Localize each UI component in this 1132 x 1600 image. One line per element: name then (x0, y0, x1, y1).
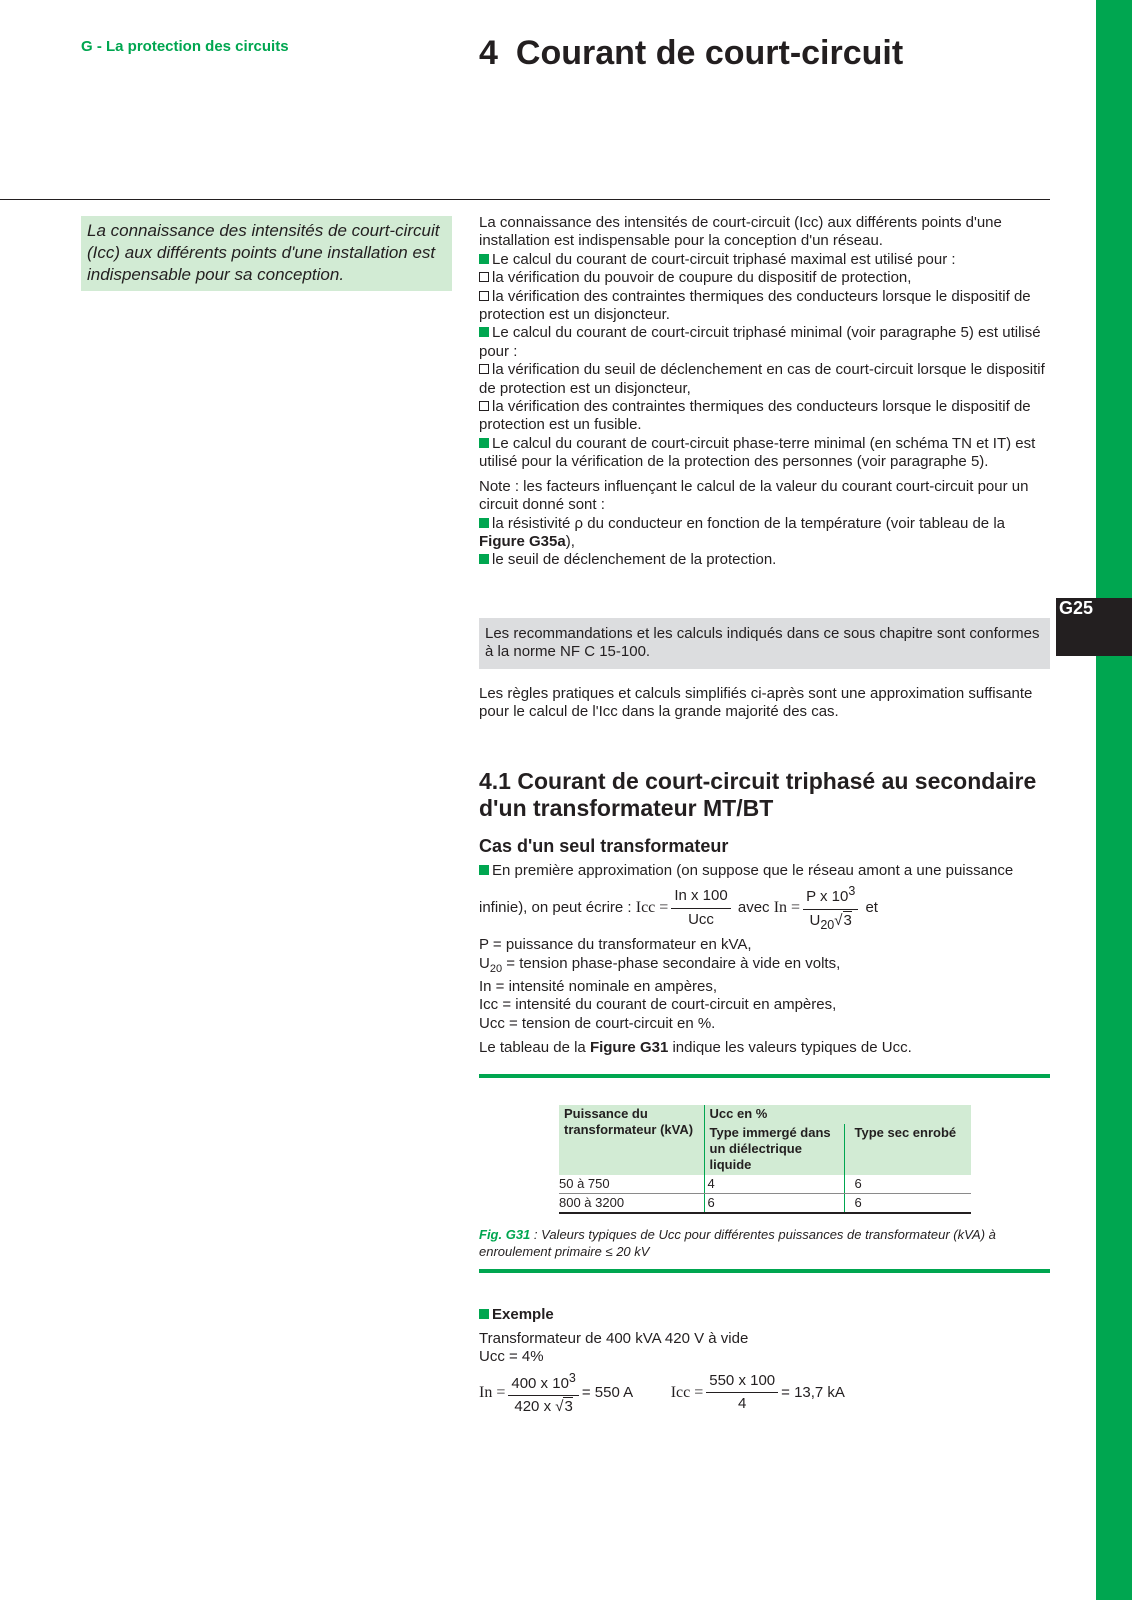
intro-paragraph: La connaissance des intensités de court-circuit (Icc) aux différents points d'une installation est indispensable pour la conception d'un réseau. (479, 214, 1002, 250)
side-note: La connaissance des intensités de court-circuit (Icc) aux différents points d'une installation est indispensable pour sa conception. (81, 216, 452, 291)
bullet-hollow-square-icon (479, 272, 489, 282)
table-cell-power: 50 à 750 (559, 1175, 704, 1194)
example-line: Transformateur de 400 kVA 420 V à vide (479, 1330, 749, 1347)
bullet-item: Le calcul du courant de court-circuit triphasé maximal est utilisé pour : (479, 251, 1054, 269)
page-number-tab: G25 (1056, 598, 1132, 656)
ucc-table (559, 1105, 971, 1214)
definition-line: Ucc = tension de court-circuit en %. (479, 1014, 716, 1032)
definition-line: P = puissance du transformateur en kVA, (479, 936, 752, 954)
fraction-icc: $\frac{\text{In x 100}}{\text{Ucc}}$ (671, 887, 730, 929)
table-header-power: Puissance du transformateur (kVA) (559, 1105, 704, 1175)
note-paragraph: Note : les facteurs influençant le calcul de la valeur du courant court-circuit pour un circuit donné sont : (479, 477, 1029, 514)
bullet-hollow-square-icon (479, 401, 489, 411)
subsection-heading: Cas d'un seul transformateur (479, 836, 729, 856)
fraction-example-icc: $\frac{550 x 100}{4}$ (706, 1372, 778, 1414)
table-row (559, 1194, 971, 1214)
figure-caption: Fig. G31 : Valeurs typiques de Ucc pour différentes puissances de transformateur (kVA) à enroulement primaire ≤ 20 kV (479, 1227, 996, 1259)
section-label: G - La protection des circuits (81, 38, 289, 55)
bullet-item: En première approximation (on suppose que le réseau amont a une puissance (479, 862, 1054, 880)
figure-top-rule (479, 1074, 1050, 1078)
bullet-item: le seuil de déclenchement de la protection. (479, 551, 1054, 569)
definition-line: Icc = intensité du courant de court-circuit en ampères, (479, 996, 837, 1014)
formula-icc-lhs: Icc = (635, 899, 669, 917)
example-line: Ucc = 4% (479, 1348, 544, 1366)
table-cell-immerge: 6 (704, 1194, 844, 1214)
table-cell-power: 800 à 3200 (559, 1194, 704, 1214)
chapter-number: 4 (479, 34, 498, 72)
bullet-item: la résistivité ρ du conducteur en fonction de la température (voir tableau de la Figure G35a), (479, 514, 1005, 550)
bullet-hollow-square-icon (479, 364, 489, 374)
bullet-square-icon (479, 518, 489, 528)
sub-bullet-item: la vérification des contraintes thermiques des conducteurs lorsque le dispositif de protection est un disjoncteur. (479, 287, 1031, 324)
example-heading: Exemple (479, 1306, 554, 1323)
formula-block (479, 862, 1054, 1058)
table-header-immerge: Type immergé dans un diélectrique liquide (704, 1124, 844, 1175)
example-formula-line: In = $\frac{400 x 10^3}{420 x √3}$ = 550 A Icc = $\frac{550 x 100}{4}$ = 13,7 kA (479, 1370, 845, 1416)
figure-reference: Figure G31 (589, 1039, 669, 1057)
section-heading: 4.1 Courant de court-circuit triphasé au secondaire d'un transformateur MT/BT (479, 768, 1037, 821)
formula-line: infinie), on peut écrire : Icc = $\frac{\text{In x 100}}{\text{Ucc}}$ avec In = $\frac{P x 10^3}{U_{20}√3}$ et (479, 882, 1054, 934)
standards-note-box: Les recommandations et les calculs indiqués dans ce sous chapitre sont conformes à la norme NF C 15-100. (479, 618, 1050, 669)
bullet-square-icon (479, 254, 489, 264)
page-edge-bar (1096, 0, 1132, 1600)
figure-label: Fig. G31 (479, 1227, 531, 1242)
bullet-item: Le calcul du courant de court-circuit triphasé minimal (voir paragraphe 5) est utilisé pour : (479, 324, 1041, 360)
table-cell-sec: 6 (844, 1175, 971, 1194)
intro-text (479, 214, 1054, 570)
bullet-square-icon (479, 554, 489, 564)
header-divider (0, 199, 1050, 200)
bullet-square-icon (479, 438, 489, 448)
chapter-title-text: Courant de court-circuit (515, 34, 904, 72)
table-reference-line: Le tableau de la Figure G31 indique les valeurs typiques de Ucc. (479, 1039, 912, 1057)
sub-bullet-item: la vérification des contraintes thermiques des conducteurs lorsque le dispositif de protection est un fusible. (479, 398, 1031, 434)
fraction-example-in: $\frac{400 x 10^3}{420 x √3}$ (508, 1369, 579, 1417)
bullet-square-icon (479, 327, 489, 337)
bullet-square-icon (479, 1309, 489, 1319)
example-block (479, 1330, 845, 1417)
table-header-ucc: Ucc en % (704, 1105, 971, 1124)
table-cell-immerge: 4 (704, 1175, 844, 1194)
figure-reference: Figure G35a (479, 532, 566, 550)
table-header-sec: Type sec enrobé (844, 1124, 971, 1175)
bullet-item: Le calcul du courant de court-circuit phase-terre minimal (en schéma TN et IT) est utilisé pour la vérification de la protection des personnes (voir paragraphe 5). (479, 434, 1036, 471)
figure-bottom-rule (479, 1269, 1050, 1273)
fraction-in: $\frac{P x 10^3}{U_{20}√3}$ (803, 882, 858, 934)
sub-bullet-item: la vérification du seuil de déclenchement en cas de court-circuit lorsque le dispositif de protection est un disjoncteur, (479, 361, 1045, 397)
table-row (559, 1175, 971, 1194)
chapter-title (479, 34, 903, 73)
table-cell-sec: 6 (844, 1194, 971, 1214)
formula-in-lhs: In = (773, 899, 801, 917)
definition-line: In = intensité nominale en ampères, (479, 978, 718, 996)
sub-bullet-item: la vérification du pouvoir de coupure du dispositif de protection, (479, 269, 1054, 287)
bullet-hollow-square-icon (479, 291, 489, 301)
approximation-paragraph: Les règles pratiques et calculs simplifiés ci-après sont une approximation suffisante pour le calcul de l'Icc dans la grande majorité des cas. (479, 685, 1033, 721)
definition-line: $U_{20}$ = tension phase-phase secondaire à vide en volts, (479, 954, 841, 975)
bullet-square-icon (479, 865, 489, 875)
